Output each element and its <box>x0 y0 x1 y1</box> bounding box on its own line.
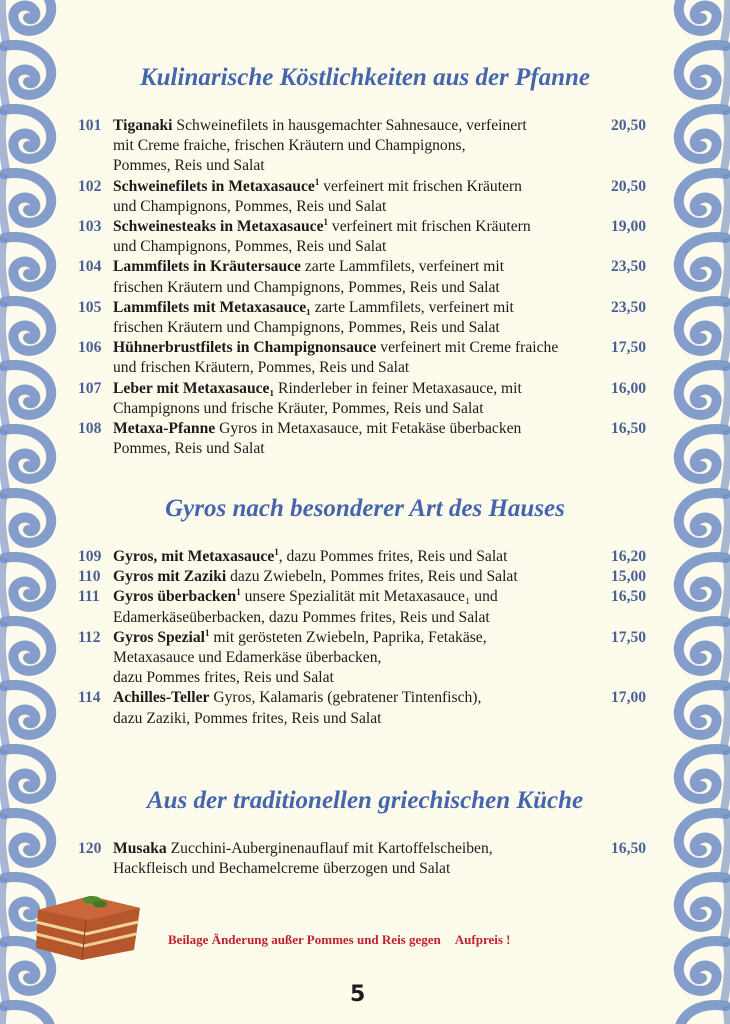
item-description: , dazu Pommes frites, Reis und Salat <box>278 548 508 565</box>
item-description-line <box>78 278 658 298</box>
greek-wave-border-right <box>662 0 730 1024</box>
item-name: Leber mit Metaxasauce₁ <box>113 379 275 397</box>
item-description-line <box>78 859 658 879</box>
item-name: Lammfilets mit Metaxasauce₁ <box>113 298 311 316</box>
item-number: 101 <box>78 117 102 134</box>
item-description-line <box>78 136 658 156</box>
item-description: zarte Lammfilets, verfeinert mit <box>310 298 514 316</box>
item-description: Schweinefilets in hausgemachter Sahnesauce, verfeinert <box>172 117 527 134</box>
footnote-mark: 1 <box>204 627 210 638</box>
item-description-line <box>78 648 658 668</box>
menu-list-pan-dishes <box>78 116 658 459</box>
item-description-line <box>78 547 658 567</box>
item-name: Tiganaki <box>113 117 173 134</box>
item-price: 16,20 <box>611 548 647 565</box>
spiral-ornament <box>2 429 51 490</box>
item-description-line <box>78 298 658 318</box>
item-description: zarte Lammfilets, verfeinert mit <box>300 258 505 276</box>
item-number: 106 <box>78 339 102 357</box>
spiral-ornament <box>679 429 728 490</box>
menu-list-traditional <box>78 839 658 879</box>
item-description-line <box>78 257 658 277</box>
item-price: 17,50 <box>611 628 647 646</box>
section-title-pan-dishes: Kulinarische Köstlichkeiten aus der Pfanne <box>139 64 591 91</box>
menu-item <box>78 116 658 177</box>
spiral-ornament <box>2 109 51 170</box>
item-description-line <box>78 197 658 217</box>
spiral-ornament <box>2 301 51 362</box>
menu-item <box>78 567 658 587</box>
spiral-ornament <box>679 301 728 362</box>
menu-item <box>78 547 658 567</box>
greek-wave-border-left <box>0 0 62 1024</box>
lasagna-image <box>30 888 148 962</box>
spiral-ornament <box>679 45 728 106</box>
item-description: Pommes, Reis und Salat <box>113 157 265 175</box>
item-description: dazu Pommes frites, Reis und Salat <box>113 669 334 687</box>
spiral-ornament <box>679 109 728 170</box>
item-description: dazu Zaziki, Pommes frites, Reis und Salat <box>113 709 382 727</box>
menu-item <box>78 177 658 217</box>
item-price: 16,50 <box>611 420 647 438</box>
item-name: Gyros überbacken <box>113 588 237 606</box>
menu-item <box>78 298 658 338</box>
item-description: frischen Kräutern und Champignons, Pommes, Reis und Salat <box>113 278 500 296</box>
item-name: Schweinesteaks in Metaxasauce <box>113 218 324 236</box>
item-price: 16,50 <box>611 840 647 857</box>
spiral-ornament <box>2 45 51 106</box>
menu-item <box>78 338 658 378</box>
item-description: verfeinert mit Creme fraiche <box>376 339 559 357</box>
item-name: Musaka <box>113 840 167 857</box>
item-name: Achilles-Teller <box>113 689 210 707</box>
item-description: Rinderleber in feiner Metaxasauce, mit <box>274 379 522 397</box>
spiral-ornament <box>679 557 728 618</box>
spiral-ornament <box>2 493 51 554</box>
spiral-ornament <box>679 685 728 746</box>
item-number: 120 <box>78 840 102 857</box>
side-dish-note <box>168 932 511 948</box>
item-name: Hühnerbrustfilets in Champignonsauce <box>113 339 377 357</box>
item-description-line <box>78 587 658 607</box>
menu-item <box>78 688 658 728</box>
item-description: Gyros in Metaxasauce, mit Fetakäse überbacken <box>215 420 522 438</box>
item-name: Gyros mit Zaziki <box>113 568 227 586</box>
item-description: und frischen Kräutern, Pommes, Reis und Salat <box>113 359 410 377</box>
footnote-mark: 1 <box>274 546 279 557</box>
item-number: 108 <box>78 420 102 438</box>
item-description-line <box>78 156 658 176</box>
spiral-ornament <box>679 493 728 554</box>
spiral-ornament <box>2 237 51 298</box>
item-description-line <box>78 628 658 648</box>
item-description-line <box>78 668 658 688</box>
item-description-line <box>78 709 658 729</box>
item-description: mit Creme fraiche, frischen Kräutern und Champignons, <box>113 137 466 155</box>
item-price: 16,00 <box>611 379 647 397</box>
menu-item <box>78 379 658 419</box>
footnote-mark: 1 <box>236 587 241 598</box>
spiral-ornament <box>679 749 728 810</box>
item-price: 20,50 <box>611 117 647 134</box>
item-description-line <box>78 379 658 399</box>
item-price: 16,50 <box>611 588 647 606</box>
item-name: Schweinefilets in Metaxasauce <box>113 177 315 195</box>
item-name: Gyros Spezial <box>113 628 205 646</box>
spiral-ornament <box>679 0 728 42</box>
item-description: frischen Kräutern und Champignons, Pommes, Reis und Salat <box>113 319 500 337</box>
spiral-ornament <box>2 557 51 618</box>
menu-item <box>78 217 658 257</box>
item-description-line <box>78 237 658 257</box>
menu-item <box>78 257 658 297</box>
item-description-line <box>78 338 658 358</box>
item-description: dazu Zwiebeln, Pommes frites, Reis und Salat <box>226 568 518 586</box>
item-number: 102 <box>78 177 102 195</box>
menu-list-gyros <box>78 547 658 729</box>
menu-item <box>78 628 658 689</box>
item-description-line <box>78 608 658 628</box>
item-description: mit gerösteten Zwiebeln, Paprika, Fetakäse, <box>209 628 487 646</box>
item-name: Metaxa-Pfanne <box>113 420 216 438</box>
page-number: 5 <box>350 982 366 1007</box>
item-description: verfeinert mit frischen Kräutern <box>328 218 531 236</box>
item-description: Gyros, Kalamaris (gebratener Tintenfisch), <box>209 689 482 707</box>
item-price: 17,00 <box>611 689 647 707</box>
item-description: Champignons und frische Kräuter, Pommes, Reis und Salat <box>113 399 484 417</box>
item-description-line <box>78 839 658 859</box>
menu-item <box>78 587 658 627</box>
item-description: Edamerkäseüberbacken, dazu Pommes frites, Reis und Salat <box>113 608 490 626</box>
item-description: Hackfleisch und Bechamelcreme überzogen und Salat <box>113 860 451 878</box>
note-surcharge: Aufpreis ! <box>454 932 511 947</box>
spiral-ornament <box>2 749 51 810</box>
spiral-ornament <box>679 621 728 682</box>
item-description-line <box>78 116 658 136</box>
item-number: 104 <box>78 258 102 276</box>
menu-item <box>78 839 658 879</box>
section-title-traditional: Aus der traditionellen griechischen Küche <box>146 787 584 814</box>
menu-item <box>78 419 658 459</box>
item-description-line <box>78 419 658 439</box>
item-description-line <box>78 399 658 419</box>
item-price: 20,50 <box>611 177 647 195</box>
item-price: 23,50 <box>611 258 647 276</box>
item-description-line <box>78 177 658 197</box>
item-description: Zucchini-Auberginenauflauf mit Kartoffelscheiben, <box>166 840 493 857</box>
spiral-ornament <box>2 813 51 874</box>
spiral-ornament <box>679 813 728 874</box>
item-description: und Champignons, Pommes, Reis und Salat <box>113 238 387 256</box>
item-description-line <box>78 439 658 459</box>
item-description: Metaxasauce und Edamerkäse überbacken, <box>113 649 382 667</box>
spiral-ornament <box>2 173 51 234</box>
note-text: Beilage Änderung außer Pommes und Reis gegen <box>168 932 441 947</box>
item-description: Pommes, Reis und Salat <box>113 440 265 458</box>
spiral-ornament <box>679 173 728 234</box>
item-number: 114 <box>78 689 101 707</box>
item-description-line <box>78 688 658 708</box>
item-number: 111 <box>78 588 100 606</box>
spiral-ornament <box>2 0 51 42</box>
footnote-mark: 1 <box>323 216 329 227</box>
section-title-gyros: Gyros nach besonderer Art des Hauses <box>165 495 565 522</box>
item-description: verfeinert mit frischen Kräutern <box>319 177 522 195</box>
spiral-ornament <box>679 941 728 1002</box>
spiral-ornament <box>2 621 51 682</box>
item-description-line <box>78 567 658 587</box>
spiral-ornament <box>679 1005 728 1024</box>
item-number: 110 <box>78 568 101 586</box>
spiral-ornament <box>2 1005 51 1024</box>
spiral-ornament <box>2 685 51 746</box>
item-name: Lammfilets in Kräutersauce <box>113 258 301 276</box>
item-number: 105 <box>78 298 102 316</box>
item-number: 109 <box>78 548 102 565</box>
spiral-ornament <box>679 237 728 298</box>
item-description: und Champignons, Pommes, Reis und Salat <box>113 197 387 215</box>
item-description-line <box>78 217 658 237</box>
footnote-mark: 1 <box>314 176 320 187</box>
item-description-line <box>78 318 658 338</box>
item-price: 23,50 <box>611 298 647 316</box>
spiral-ornament <box>679 365 728 426</box>
item-description: unsere Spezialität mit Metaxasauce₁ und <box>240 588 498 606</box>
item-price: 19,00 <box>611 218 647 236</box>
item-number: 107 <box>78 379 102 397</box>
item-number: 112 <box>78 628 101 646</box>
spiral-ornament <box>679 877 728 938</box>
spiral-ornament <box>2 365 51 426</box>
item-price: 17,50 <box>611 339 647 357</box>
item-price: 15,00 <box>611 568 647 586</box>
item-number: 103 <box>78 218 102 236</box>
item-name: Gyros, mit Metaxasauce <box>113 548 275 565</box>
item-description-line <box>78 358 658 378</box>
